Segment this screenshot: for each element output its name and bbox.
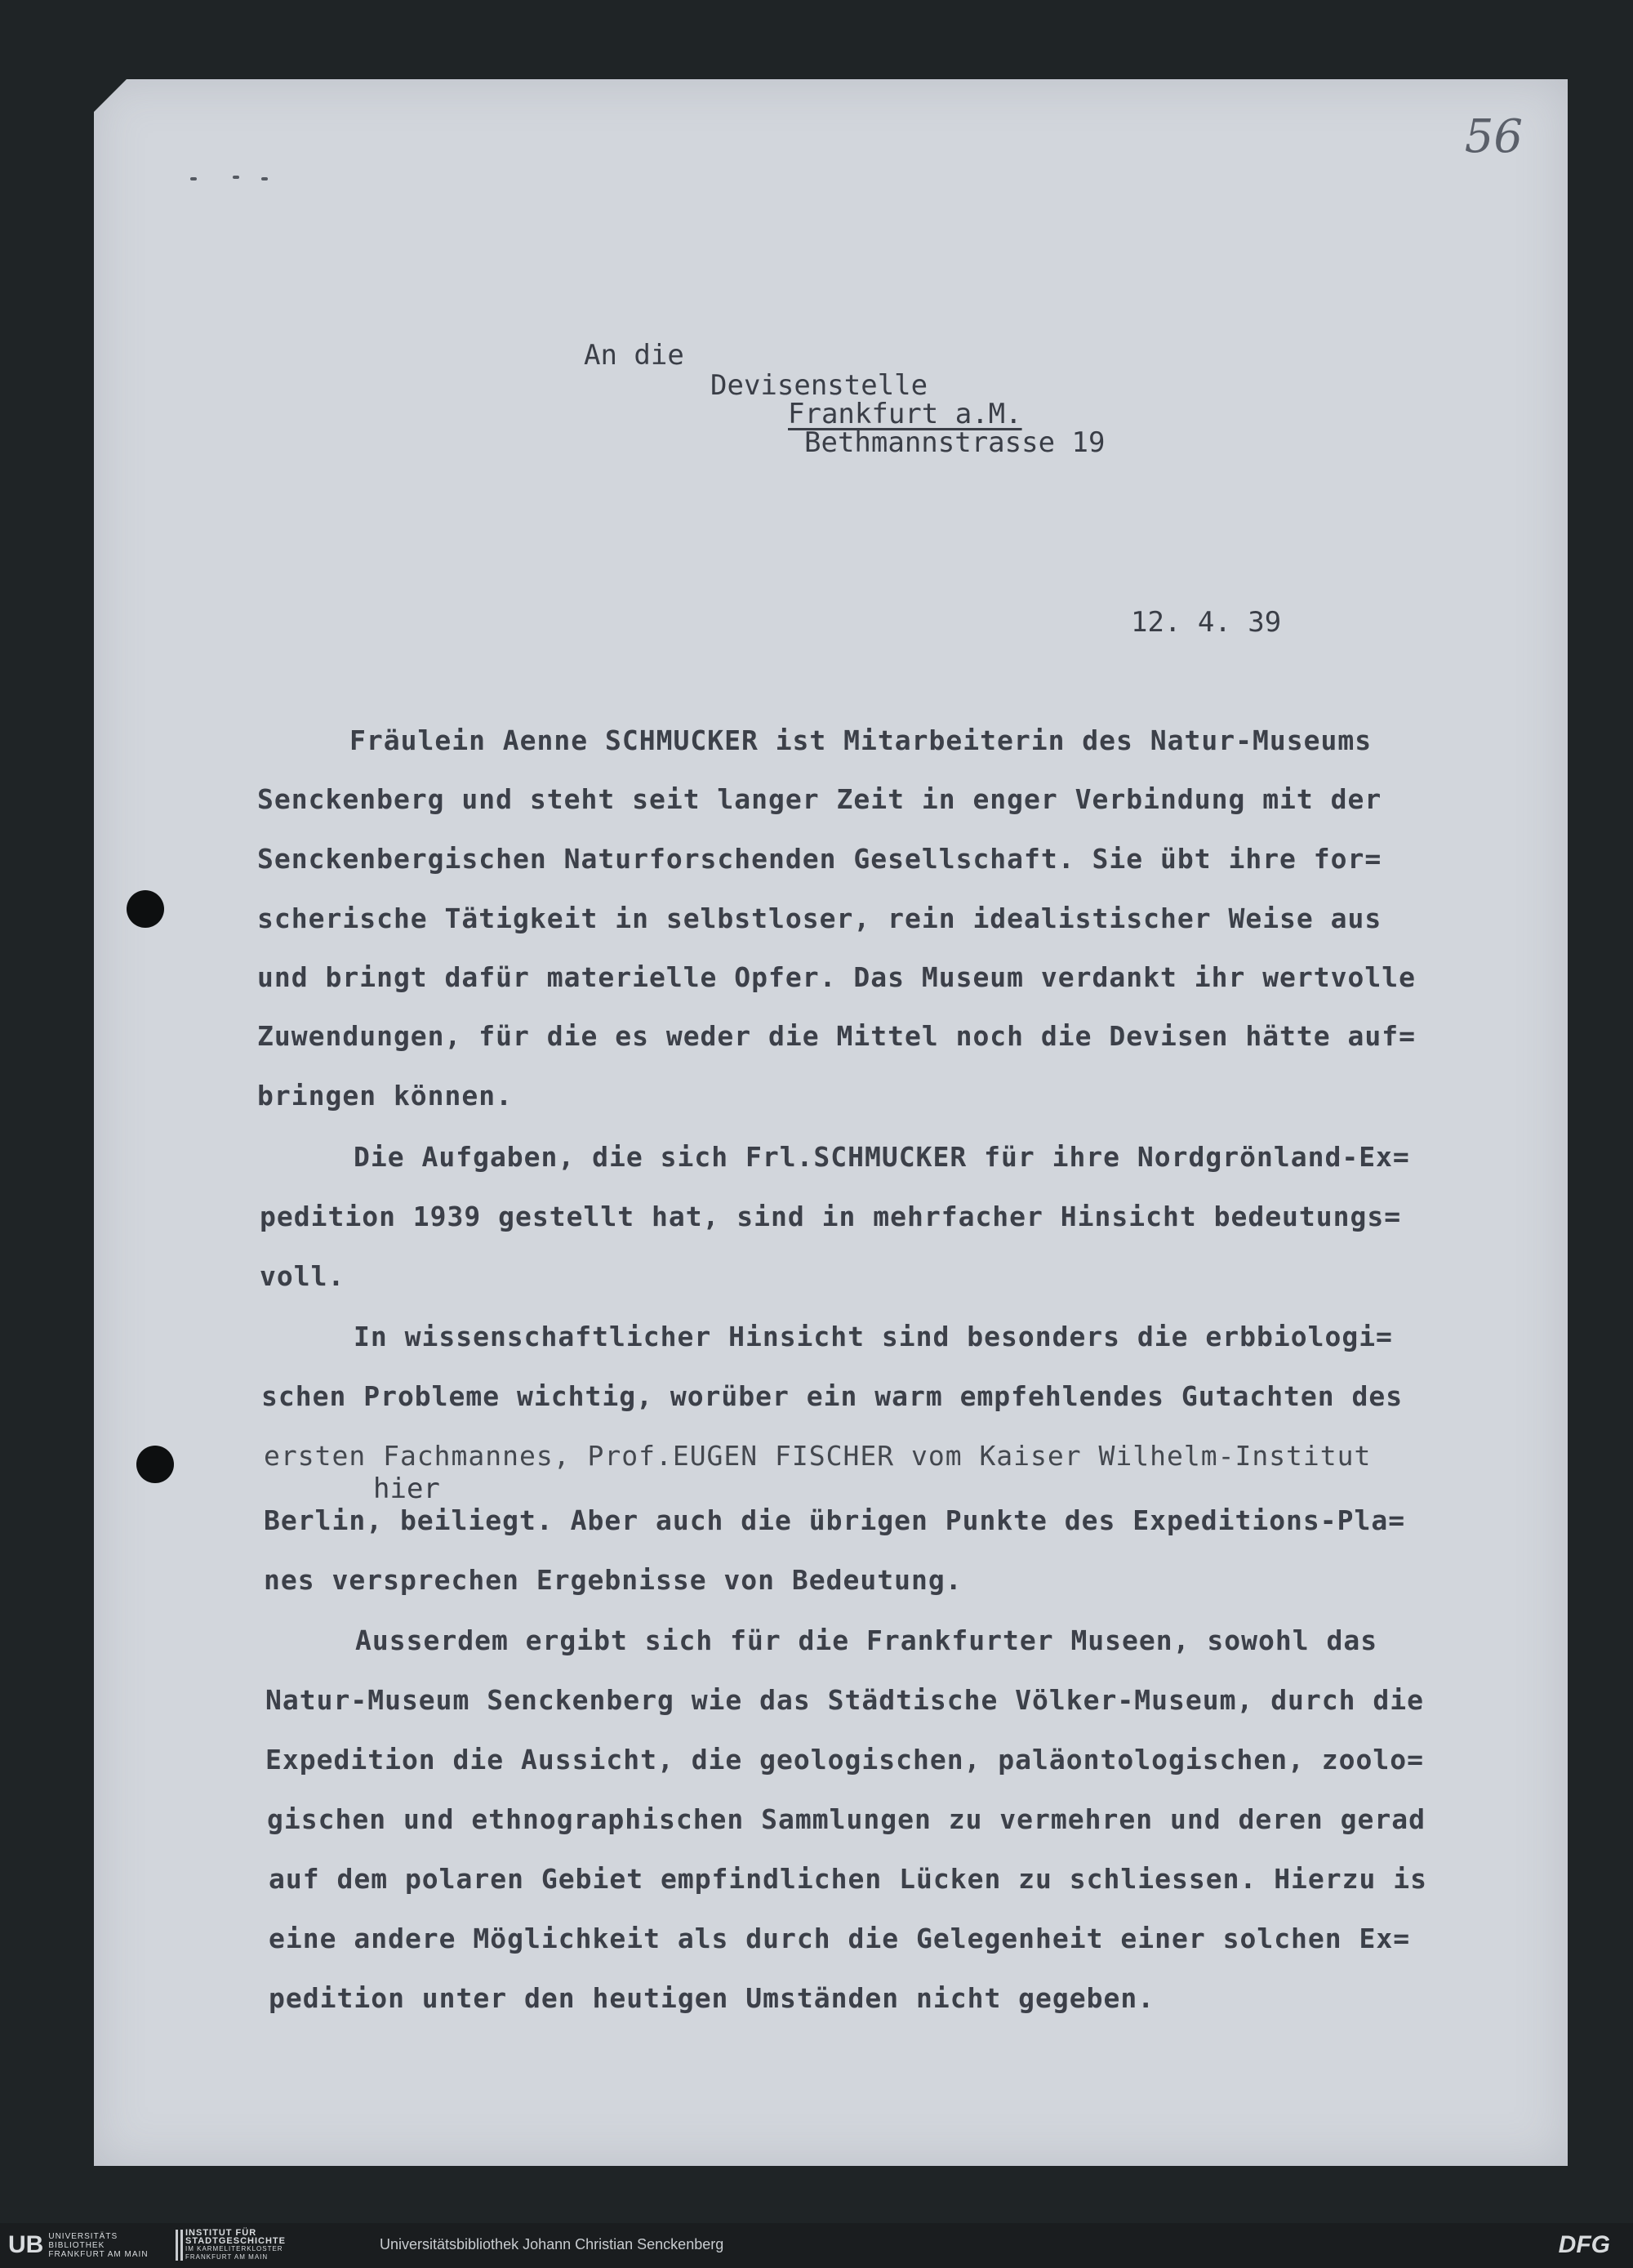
address-line-4: Bethmannstrasse 19 — [804, 426, 1106, 459]
folio-number: 56 — [1464, 110, 1523, 163]
body-line: Berlin, beiliegt. Aber auch die übrigen Punkte des Expeditions-Pla= — [264, 1504, 1406, 1536]
ub-logo — [8, 2230, 149, 2261]
document-page — [94, 79, 1568, 2166]
ub-logo-line: UNIVERSITÄTS — [48, 2231, 118, 2241]
body-line: eine andere Möglichkeit als durch die Gelegenheit einer solchen Ex= — [269, 1923, 1411, 1954]
address-line-3: Frankfurt a.M. — [788, 398, 1022, 430]
body-line: ersten Fachmannes, Prof.EUGEN FISCHER vom Kaiser Wilhelm-Institut — [264, 1440, 1372, 1472]
body-line: Die Aufgaben, die sich Frl.SCHMUCKER für ihre Nordgrönland-Ex= — [354, 1141, 1410, 1173]
letter-date: 12. 4. 39 — [1131, 606, 1282, 639]
body-line: Expedition die Aussicht, die geologischen, paläontologischen, zoolo= — [265, 1744, 1425, 1776]
punch-hole-upper — [127, 890, 164, 928]
archive-footer — [0, 2223, 1633, 2268]
body-line: Senckenbergischen Naturforschenden Gesellschaft. Sie übt ihre for= — [257, 843, 1382, 875]
body-line: Natur-Museum Senckenberg wie das Städtische Völker-Museum, durch die — [265, 1684, 1425, 1716]
body-line: auf dem polaren Gebiet empfindlichen Lücken zu schliessen. Hierzu is — [269, 1863, 1428, 1895]
body-line: nes versprechen Ergebnisse von Bedeutung. — [264, 1564, 963, 1596]
isg-logo — [176, 2230, 286, 2261]
ub-logo-letters: UB — [8, 2231, 44, 2258]
body-line: In wissenschaftlicher Hinsicht sind besonders die erbbiologi= — [354, 1321, 1393, 1352]
ub-logo-line: BIBLIOTHEK — [48, 2240, 105, 2250]
address-line-1: An die — [584, 339, 684, 372]
isg-logo-line: INSTITUT FÜR — [185, 2228, 257, 2238]
isg-logo-line: FRANKFURT AM MAIN — [185, 2253, 269, 2261]
body-line: und bringt dafür materielle Opfer. Das Museum verdankt ihr wertvolle — [257, 961, 1417, 993]
body-line: scherische Tätigkeit in selbstloser, rein idealistischer Weise aus — [257, 902, 1382, 934]
body-line: gischen und ethnographischen Sammlungen zu vermehren und deren gerad — [267, 1803, 1426, 1835]
isg-logo-line: IM KARMELITERKLOSTER — [185, 2245, 283, 2252]
interlinear-correction: hier — [373, 1473, 440, 1505]
body-line: Zuwendungen, für die es weder die Mittel noch die Devisen hätte auf= — [257, 1020, 1417, 1052]
body-line: Ausserdem ergibt sich für die Frankfurter Museen, sowohl das — [355, 1624, 1378, 1656]
ink-marks — [94, 86, 188, 102]
body-line: pedition unter den heutigen Umständen nicht gegeben. — [269, 1982, 1155, 2014]
dfg-logo: DFG — [1558, 2231, 1610, 2258]
punch-hole-lower — [136, 1446, 174, 1483]
body-line: Fräulein Aenne SCHMUCKER ist Mitarbeiterin des Natur-Museums — [349, 724, 1373, 756]
body-line: voll. — [260, 1260, 345, 1292]
address-line-2: Devisenstelle — [710, 369, 928, 402]
body-line: pedition 1939 gestellt hat, sind in mehrfacher Hinsicht bedeutungs= — [260, 1201, 1402, 1232]
library-credit: Universitätsbibliothek Johann Christian Senckenberg — [380, 2236, 724, 2252]
body-line: bringen können. — [257, 1080, 514, 1112]
isg-logo-line: STADTGESCHICHTE — [185, 2236, 286, 2246]
body-line: Senckenberg und steht seit langer Zeit in enger Verbindung mit der — [257, 783, 1382, 815]
body-line: schen Probleme wichtig, worüber ein warm empfehlendes Gutachten des — [261, 1380, 1404, 1412]
ub-logo-line: FRANKFURT AM MAIN — [48, 2249, 149, 2259]
